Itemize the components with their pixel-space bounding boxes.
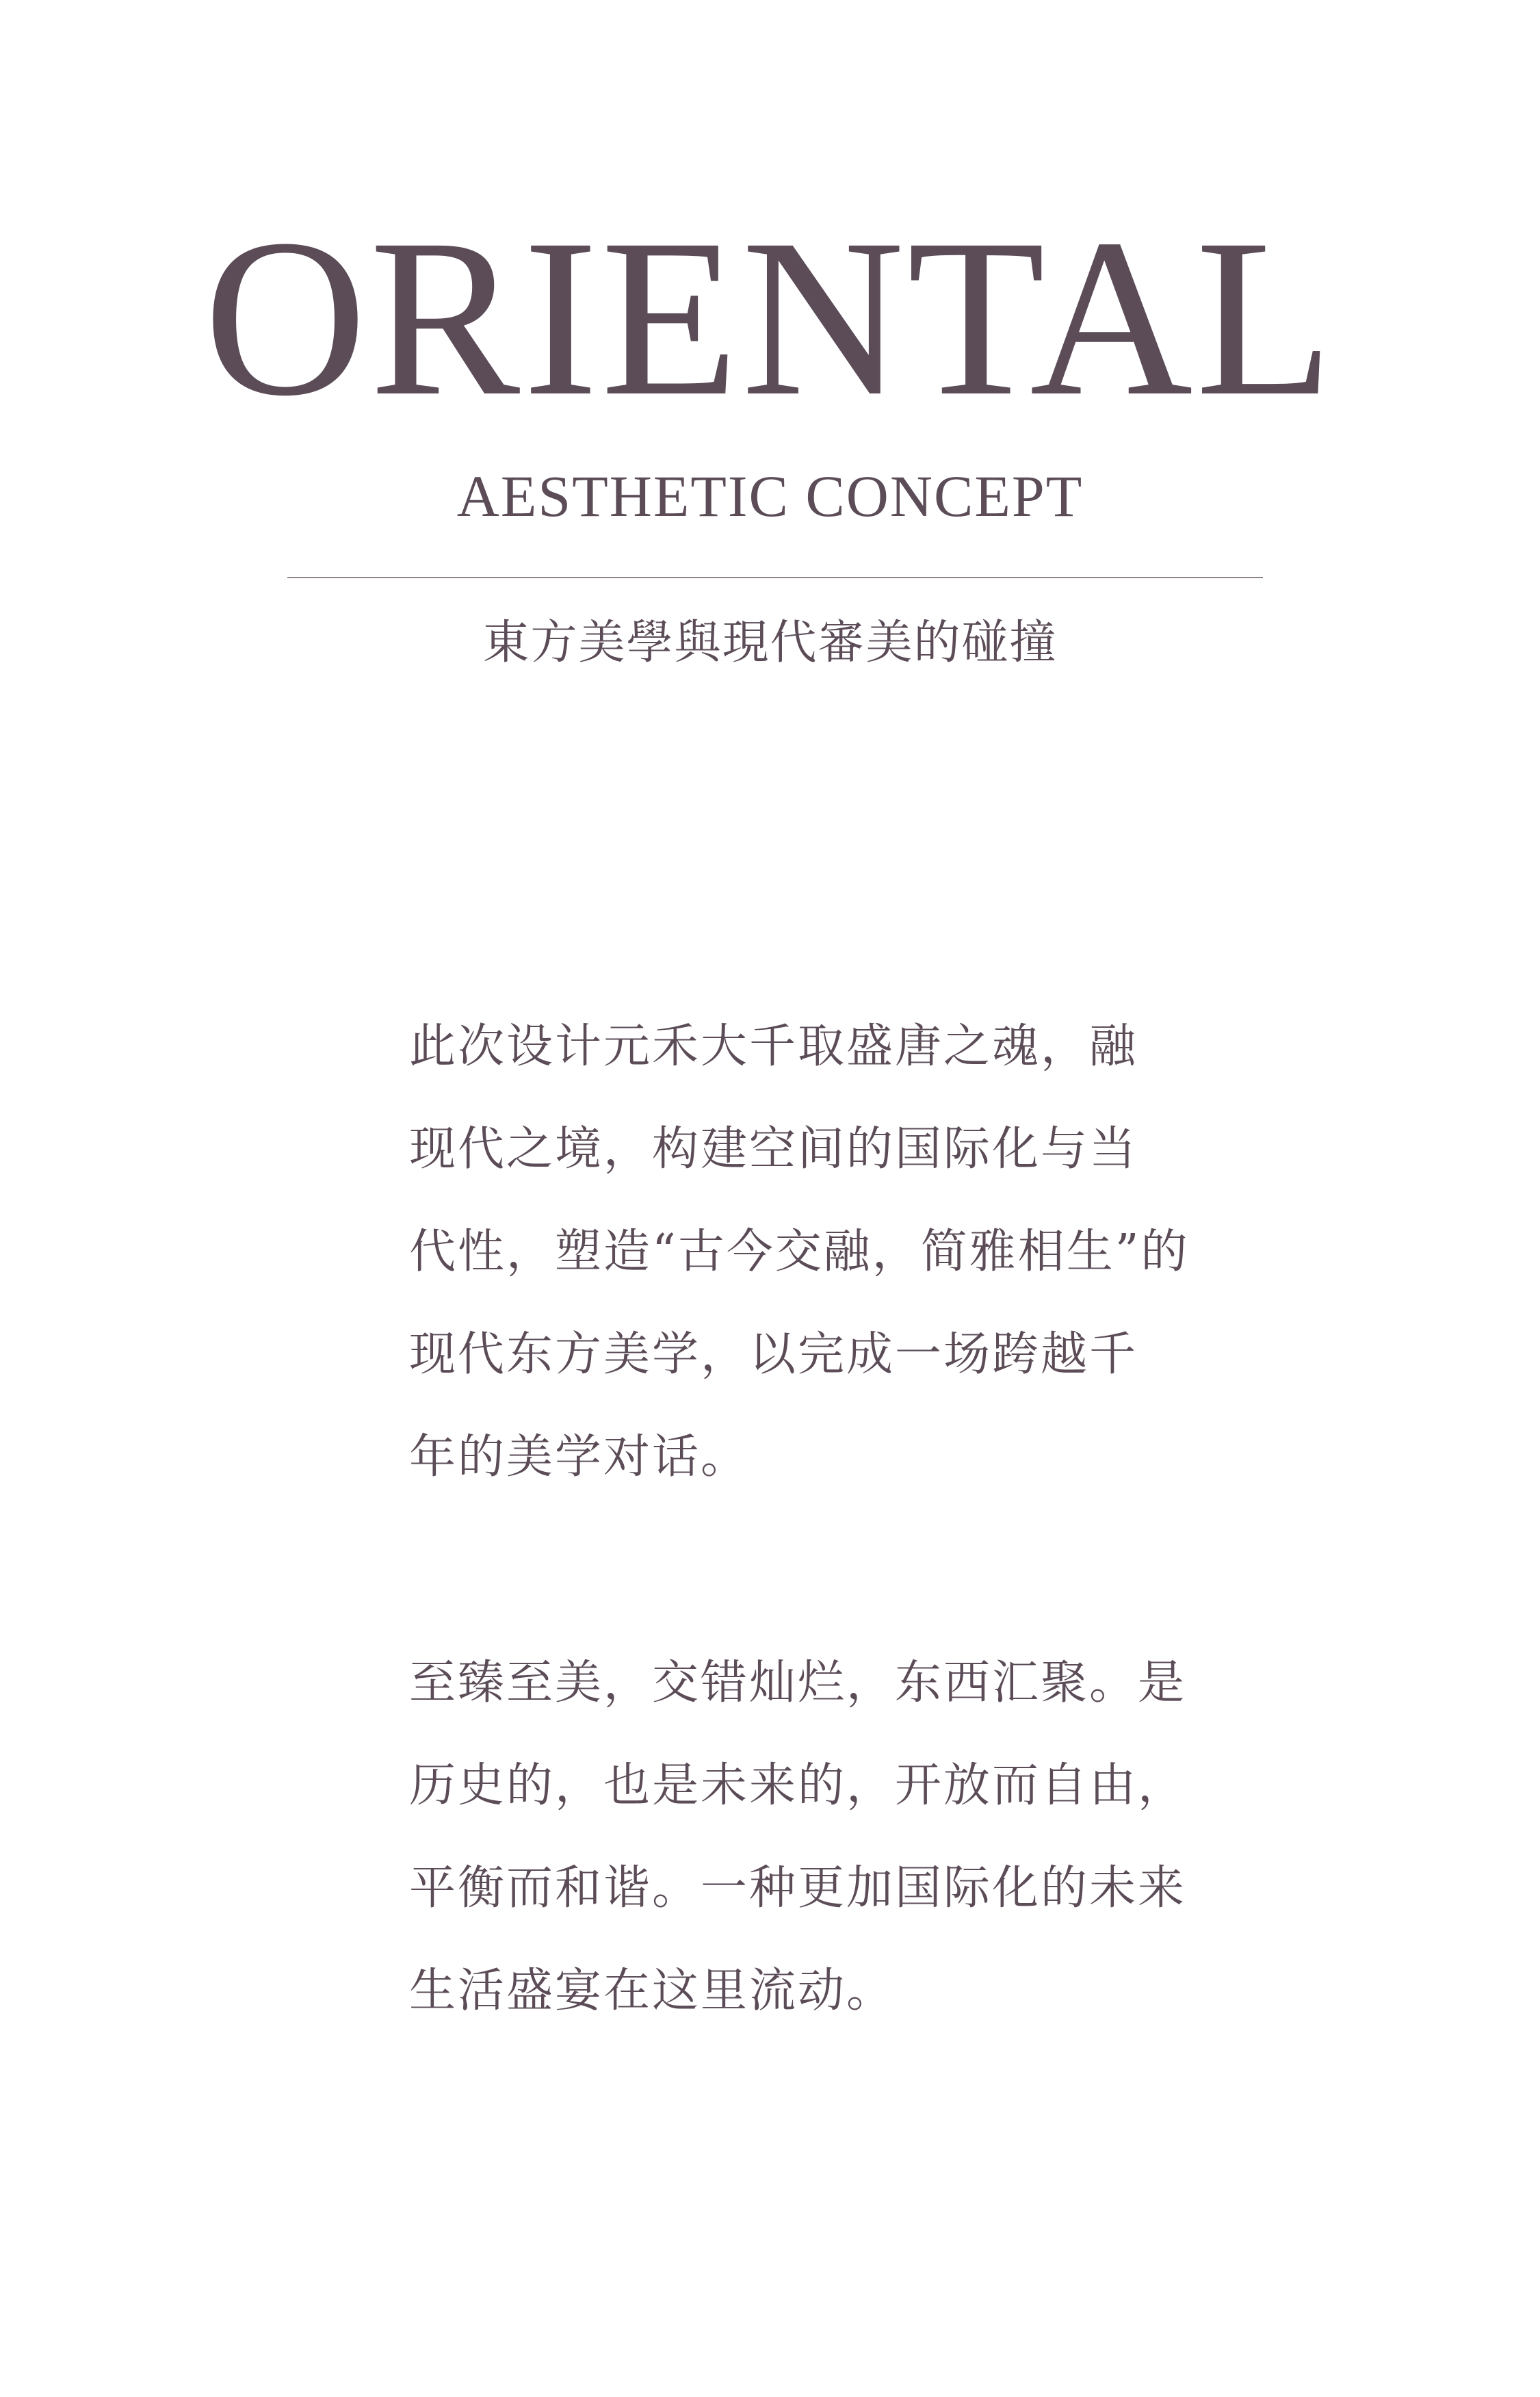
paragraph-1-line: 代性，塑造“古今交融，简雅相生”的 [409,1225,1190,1279]
paragraph-2-line: 平衡而和谐。一种更加国际化的未来 [409,1861,1187,1915]
divider [287,577,1263,578]
paragraph-2-line: 历史的，也是未来的，开放而自由， [409,1759,1187,1813]
page-title: ORIENTAL [203,193,1337,443]
paragraph-1 [409,996,1190,1509]
paragraph-2-line: 生活盛宴在这里流动。 [409,1964,896,2018]
paragraph-2-line: 至臻至美，交错灿烂，东西汇聚。是 [409,1656,1187,1710]
english-subtitle: AESTHETIC CONCEPT [456,463,1084,529]
paragraph-1-line: 年的美学对话。 [409,1430,750,1484]
paragraph-1-line: 此次设计元禾大千取盛唐之魂，融 [409,1020,1138,1074]
paragraph-1-line: 现代东方美学，以完成一场跨越千 [409,1327,1138,1382]
paragraph-1-line: 现代之境，构建空间的国际化与当 [409,1122,1138,1176]
paragraph-2 [409,1632,1187,2043]
chinese-subtitle: 東方美學與現代審美的碰撞 [482,616,1058,670]
